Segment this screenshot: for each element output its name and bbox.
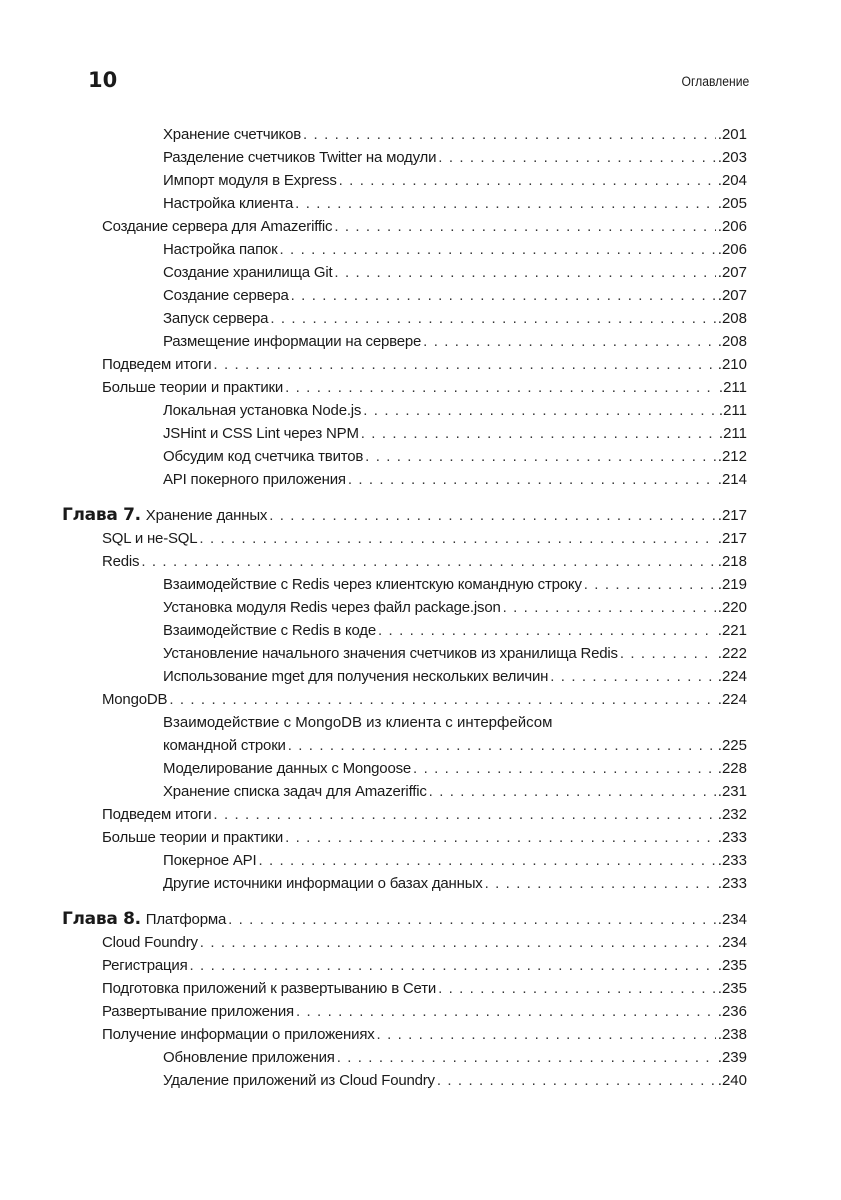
toc-entry-title: API покерного приложения [163,471,346,488]
toc-entry-title: Удаление приложений из Cloud Foundry [163,1072,435,1089]
toc-entry[interactable] [0,261,841,284]
toc-chapter-entry[interactable] [0,908,841,931]
toc-entry[interactable] [0,780,841,803]
toc-entry-title [62,908,226,931]
dot-leader [437,1069,716,1092]
dot-leader [280,238,716,261]
toc-entry-title: Установление начального значения счетчиков из хранилища Redis [163,645,618,662]
dot-leader [141,550,715,573]
dot-leader [200,931,716,954]
toc-entry[interactable] [0,642,841,665]
toc-entry-title: Взаимодействие с Redis в коде [163,622,376,639]
toc-entry[interactable] [0,353,841,376]
toc-page-number: . 214 [718,468,747,491]
toc-page-number: . 240 [718,1069,747,1092]
toc-entry-title: Другие источники информации о базах данных [163,875,483,892]
toc-page-number: . 224 [718,665,747,688]
page-number: 10 [88,68,118,92]
dot-leader [169,688,715,711]
toc-entry[interactable] [0,1046,841,1069]
dot-leader [429,780,716,803]
toc-page-number: . 217 [718,504,747,527]
toc-page-number: . 203 [718,146,747,169]
toc-entry-title: Обсудим код счетчика твитов [163,448,364,465]
toc-entry[interactable] [0,954,841,977]
toc-entry-title: SQL и не-SQL [102,530,198,547]
toc-page-number: . 201 [718,123,747,146]
toc-page-number: . 218 [718,550,747,573]
toc-page-number: . 211 [719,376,747,399]
toc-page-number: . 235 [718,954,747,977]
toc-entry-title: Настройка папок [163,241,278,258]
toc-entry[interactable] [0,307,841,330]
toc-entry-title: Покерное API [163,852,257,869]
toc-page-number: . 217 [718,527,747,550]
toc-entry-title: Cloud Foundry [102,934,198,951]
toc-entry-title: Подведем итоги [102,356,212,373]
toc-page-number: . 204 [718,169,747,192]
dot-leader [334,261,715,284]
toc-page-number: . 220 [718,596,747,619]
dot-leader [337,1046,716,1069]
dot-leader [550,665,716,688]
dot-leader [269,504,716,527]
chapter-title: Платформа [145,911,227,928]
toc-entry-title: MongoDB [102,691,168,708]
toc-page-number: . 211 [719,399,747,422]
toc-entry[interactable] [0,215,841,238]
dot-leader [285,826,716,849]
toc-page-number: . 233 [718,872,747,895]
toc-entry[interactable] [0,550,841,573]
toc-entry-title: Создание сервера для Amazeriffic [102,218,333,235]
toc-entry[interactable] [0,711,841,757]
toc-entry-title: Подготовка приложений к развертыванию в Сети [102,980,437,997]
toc-page-number: . 232 [718,803,747,826]
toc-entry-title: командной строки [163,737,286,754]
toc-page-number: . 234 [718,931,747,954]
toc-entry[interactable] [0,688,841,711]
toc-entry-title: Хранение счетчиков [163,126,301,143]
toc-page-number: . 231 [718,780,747,803]
toc-entry[interactable] [0,931,841,954]
toc-entry-title: JSHint и CSS Lint через NPM [163,425,359,442]
toc-entry[interactable] [0,192,841,215]
chapter-label: Глава 7. [62,505,141,525]
toc-entry-title: Получение информации о приложениях [102,1026,375,1043]
toc-page-number: . 211 [719,422,747,445]
toc-page-number: . 238 [718,1023,747,1046]
toc-entry[interactable] [0,1000,841,1023]
dot-leader [339,169,716,192]
dot-leader [296,1000,716,1023]
toc-chapter-entry[interactable] [0,504,841,527]
toc-entry-title: Импорт модуля в Express [163,172,337,189]
toc-entry-title: Взаимодействие с Redis через клиентскую командную строку [163,576,582,593]
dot-leader [438,977,716,1000]
toc-entry[interactable] [0,665,841,688]
dot-leader [361,422,717,445]
toc-entry-title: Локальная установка Node.js [163,402,362,419]
dot-leader [423,330,716,353]
dot-leader [365,445,716,468]
toc-entry[interactable] [0,468,841,491]
toc-entry[interactable] [0,527,841,550]
toc-entry[interactable] [0,977,841,1000]
toc-entry[interactable] [0,146,841,169]
toc-entry-title: Больше теории и практики [102,829,284,846]
toc-entry[interactable] [0,330,841,353]
toc-entry-title: Разделение счетчиков Twitter на модули [163,149,437,166]
toc-entry[interactable] [0,399,841,422]
toc-entry-title-line1: Взаимодействие с MongoDB из клиента с интерфейсом [163,714,553,731]
running-title: Оглавление [681,74,749,89]
dot-leader [285,376,717,399]
dot-leader [303,123,716,146]
toc-entry[interactable] [0,872,841,895]
toc-entry-title: Запуск сервера [163,310,269,327]
toc-entry-title: Хранение списка задач для Amazeriffic [163,783,427,800]
toc-entry[interactable] [0,573,841,596]
toc-entry[interactable] [0,619,841,642]
chapter-label: Глава 8. [62,909,141,929]
dot-leader [213,803,715,826]
toc-entry-title: Настройка клиента [163,195,294,212]
toc-page-number: . 239 [718,1046,747,1069]
toc-page-number: . 212 [718,445,747,468]
toc-entry-title: Создание сервера [163,287,289,304]
dot-leader [334,215,715,238]
toc-page-number: . 224 [718,688,747,711]
toc-entry[interactable] [0,123,841,146]
toc-entry[interactable] [0,849,841,872]
toc-entry-title: Размещение информации на сервере [163,333,422,350]
toc-entry[interactable] [0,445,841,468]
toc-page-number: . 206 [718,215,747,238]
toc-entry-title: Redis [102,553,140,570]
toc-page-number: . 208 [718,330,747,353]
toc-entry-title: Больше теории и практики [102,379,284,396]
dot-leader [378,619,716,642]
toc-page-number: . 233 [718,826,747,849]
toc-page-number: . 228 [718,757,747,780]
toc-entry[interactable] [0,826,841,849]
chapter-title: Хранение данных [145,507,268,524]
dot-leader [363,399,717,422]
toc-entry-title: Использование mget для получения нескольких величин [163,668,549,685]
toc-page-number: . 234 [718,908,747,931]
toc-entry-title: Регистрация [102,957,188,974]
toc-entry-title: Подведем итоги [102,806,212,823]
dot-leader [288,734,716,757]
table-of-contents [0,123,841,1092]
toc-entry[interactable] [0,596,841,619]
toc-page-number: . 207 [718,261,747,284]
toc-entry[interactable] [0,169,841,192]
dot-leader [485,872,716,895]
toc-page-number: . 219 [718,573,747,596]
toc-entry[interactable] [0,803,841,826]
toc-page-number: . 235 [718,977,747,1000]
dot-leader [291,284,716,307]
dot-leader [438,146,716,169]
toc-entry-title: Создание хранилища Git [163,264,333,281]
dot-leader [503,596,716,619]
toc-page-number: . 205 [718,192,747,215]
dot-leader [584,573,716,596]
toc-page-number: . 221 [718,619,747,642]
dot-leader [258,849,715,872]
dot-leader [190,954,716,977]
dot-leader [377,1023,716,1046]
toc-entry-title [62,504,267,527]
toc-page-number: . 225 [718,734,747,757]
toc-entry-title: Развертывание приложения [102,1003,294,1020]
toc-entry[interactable] [0,1069,841,1092]
toc-entry[interactable] [0,376,841,399]
dot-leader [228,908,716,931]
toc-entry[interactable] [0,284,841,307]
toc-page-number: . 207 [718,284,747,307]
toc-page-number: . 233 [718,849,747,872]
toc-page-number: . 236 [718,1000,747,1023]
dot-leader [270,307,715,330]
toc-entry[interactable] [0,1023,841,1046]
page-header [0,0,841,100]
toc-entry[interactable] [0,422,841,445]
toc-entry-title: Установка модуля Redis через файл package.json [163,599,501,616]
toc-entry-title: Моделирование данных с Mongoose [163,760,412,777]
toc-page-number: . 208 [718,307,747,330]
dot-leader [199,527,715,550]
toc-page-number: . 222 [718,642,747,665]
toc-entry[interactable] [0,238,841,261]
toc-page-number: . 206 [718,238,747,261]
dot-leader [213,353,715,376]
dot-leader [295,192,716,215]
toc-entry-title: Обновление приложения [163,1049,335,1066]
dot-leader [348,468,716,491]
toc-entry[interactable] [0,757,841,780]
toc-page-number: . 210 [718,353,747,376]
dot-leader [413,757,716,780]
dot-leader [620,642,716,665]
